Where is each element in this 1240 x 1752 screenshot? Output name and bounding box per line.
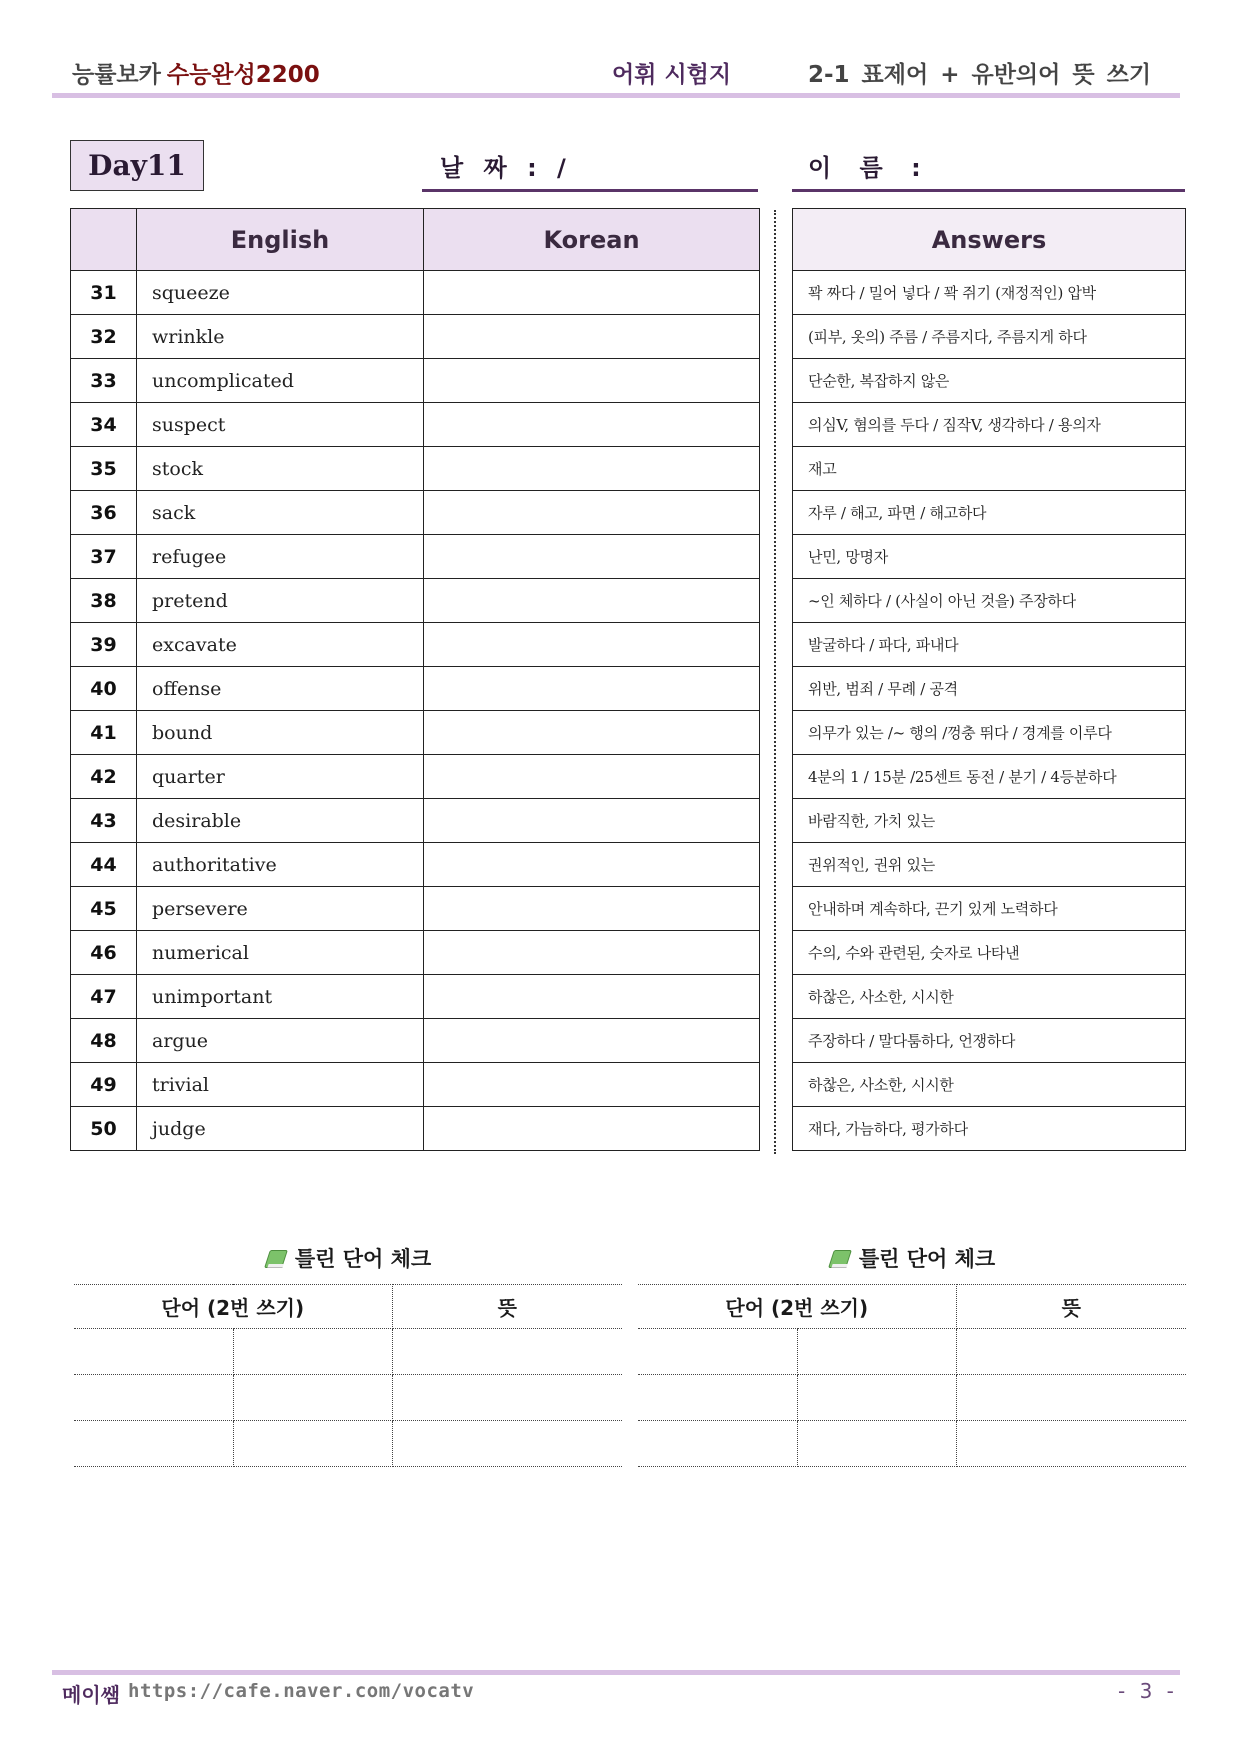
wrong-word-check-label: 틀린 단어 체크 [294,1247,432,1271]
date-field-label: 날 짜 : / [440,154,572,182]
col-meaning: 뜻 [956,1285,1186,1329]
answer-text: 수의, 수와 관련된, 숫자로 나타낸 [793,931,1186,975]
answer-row [793,1063,1186,1107]
english-word: judge [137,1107,424,1151]
table-row [71,535,760,579]
table-row [71,755,760,799]
table-row [71,623,760,667]
word-write-cell[interactable] [638,1329,797,1375]
korean-answer-cell[interactable] [424,667,760,711]
header-answers: Answers [793,209,1186,271]
english-word: bound [137,711,424,755]
wrong-word-check-label: 틀린 단어 체크 [858,1247,996,1271]
english-word: uncomplicated [137,359,424,403]
korean-answer-cell[interactable] [424,447,760,491]
english-word: offense [137,667,424,711]
korean-answer-cell[interactable] [424,755,760,799]
answer-text: 난민, 망명자 [793,535,1186,579]
answer-text: 권위적인, 권위 있는 [793,843,1186,887]
book-icon [265,1248,287,1268]
answer-row [793,623,1186,667]
wrong-word-check-title [638,1240,1186,1276]
answer-row [793,491,1186,535]
korean-answer-cell[interactable] [424,403,760,447]
row-number: 46 [71,931,137,975]
row-number: 31 [71,271,137,315]
day-label: Day11 [70,140,204,191]
row-number: 40 [71,667,137,711]
english-word: excavate [137,623,424,667]
answers-table [792,208,1186,1151]
meaning-write-cell[interactable] [956,1421,1186,1467]
answer-row [793,359,1186,403]
word-write-cell[interactable] [74,1329,233,1375]
table-row [71,975,760,1019]
english-word: stock [137,447,424,491]
blank-row [74,1329,622,1375]
answer-text: 재다, 가늠하다, 평가하다 [793,1107,1186,1151]
table-row [71,403,760,447]
name-field-line[interactable] [792,189,1185,192]
table-row [71,799,760,843]
name-field-label: 이 름 : [808,154,931,182]
english-word: desirable [137,799,424,843]
answer-row [793,1107,1186,1151]
word-write-cell[interactable] [233,1375,392,1421]
row-number: 33 [71,359,137,403]
table-row [71,711,760,755]
blank-row [638,1421,1186,1467]
word-write-cell[interactable] [74,1375,233,1421]
answer-row [793,1019,1186,1063]
english-word: wrinkle [137,315,424,359]
korean-answer-cell[interactable] [424,359,760,403]
korean-answer-cell[interactable] [424,1063,760,1107]
answer-row [793,711,1186,755]
meaning-write-cell[interactable] [956,1329,1186,1375]
english-word: pretend [137,579,424,623]
word-write-cell[interactable] [638,1421,797,1467]
answer-row [793,271,1186,315]
answer-text: 바람직한, 가치 있는 [793,799,1186,843]
wrong-word-table [638,1284,1186,1467]
row-number: 38 [71,579,137,623]
korean-answer-cell[interactable] [424,535,760,579]
korean-answer-cell[interactable] [424,579,760,623]
blank-row [74,1421,622,1467]
word-write-cell[interactable] [233,1329,392,1375]
word-write-cell[interactable] [638,1375,797,1421]
korean-answer-cell[interactable] [424,931,760,975]
header-english: English [137,209,424,271]
answer-text: 위반, 범죄 / 무례 / 공격 [793,667,1186,711]
row-number: 45 [71,887,137,931]
english-word: quarter [137,755,424,799]
table-row [71,667,760,711]
english-word: argue [137,1019,424,1063]
english-word: refugee [137,535,424,579]
korean-answer-cell[interactable] [424,271,760,315]
english-word: persevere [137,887,424,931]
table-row [71,271,760,315]
word-write-cell[interactable] [233,1421,392,1467]
english-word: suspect [137,403,424,447]
footer-brand: 메이쌤 [62,1683,120,1707]
footer-url-link[interactable]: https://cafe.naver.com/vocatv [128,1680,475,1702]
word-write-cell[interactable] [797,1375,956,1421]
table-row [71,579,760,623]
english-word: trivial [137,1063,424,1107]
answer-text: 하찮은, 사소한, 시시한 [793,975,1186,1019]
table-row [71,315,760,359]
test-title: 어휘 시험지 [612,62,732,88]
table-row [71,359,760,403]
korean-answer-cell[interactable] [424,843,760,887]
meaning-write-cell[interactable] [392,1375,622,1421]
english-word: authoritative [137,843,424,887]
header-num [71,209,137,271]
row-number: 37 [71,535,137,579]
answer-row [793,755,1186,799]
col-meaning: 뜻 [392,1285,622,1329]
answer-row [793,975,1186,1019]
answer-row [793,667,1186,711]
answer-text: 발굴하다 / 파다, 파내다 [793,623,1186,667]
row-number: 36 [71,491,137,535]
answer-row [793,579,1186,623]
vocab-table-header [71,209,760,271]
answer-row [793,843,1186,887]
blank-row [638,1375,1186,1421]
section-title: 2-1 표제어 + 유반의어 뜻 쓰기 [808,62,1152,88]
english-word: numerical [137,931,424,975]
book-icon [829,1248,851,1268]
row-number: 48 [71,1019,137,1063]
english-word: sack [137,491,424,535]
date-field-line[interactable] [422,189,758,192]
brand-book-title: 수능완성2200 [166,62,320,88]
korean-answer-cell[interactable] [424,711,760,755]
korean-answer-cell[interactable] [424,315,760,359]
answer-text: 자루 / 해고, 파면 / 해고하다 [793,491,1186,535]
word-write-cell[interactable] [797,1329,956,1375]
korean-answer-cell[interactable] [424,623,760,667]
row-number: 39 [71,623,137,667]
korean-answer-cell[interactable] [424,975,760,1019]
answer-row [793,799,1186,843]
meaning-write-cell[interactable] [956,1375,1186,1421]
col-word-twice: 단어 (2번 쓰기) [74,1285,392,1329]
answer-text: 의무가 있는 /~ 행의 /껑충 뛰다 / 경계를 이루다 [793,711,1186,755]
korean-answer-cell[interactable] [424,799,760,843]
header-korean: Korean [424,209,760,271]
answer-text: 재고 [793,447,1186,491]
table-row [71,1019,760,1063]
row-number: 35 [71,447,137,491]
answer-row [793,447,1186,491]
answer-row [793,535,1186,579]
answer-text: 4분의 1 / 15분 /25센트 동전 / 분기 / 4등분하다 [793,755,1186,799]
answer-text: 꽉 짜다 / 밀어 넣다 / 꽉 쥐기 (재정적인) 압박 [793,271,1186,315]
word-write-cell[interactable] [797,1421,956,1467]
wrong-word-check-left [74,1240,622,1467]
answer-row [793,403,1186,447]
english-word: unimportant [137,975,424,1019]
row-number: 43 [71,799,137,843]
cut-line-divider [774,210,776,1154]
answer-row [793,931,1186,975]
vocab-table [70,208,760,1151]
footer-divider [52,1670,1180,1675]
answer-row [793,887,1186,931]
row-number: 44 [71,843,137,887]
answer-text: (피부, 옷의) 주름 / 주름지다, 주름지게 하다 [793,315,1186,359]
table-row [71,887,760,931]
header-divider [52,93,1180,98]
blank-row [74,1375,622,1421]
table-row [71,491,760,535]
korean-answer-cell[interactable] [424,491,760,535]
meaning-write-cell[interactable] [392,1421,622,1467]
row-number: 32 [71,315,137,359]
korean-answer-cell[interactable] [424,1107,760,1151]
brand-name: 능률보카 [72,62,161,88]
table-row [71,931,760,975]
answer-text: 하찮은, 사소한, 시시한 [793,1063,1186,1107]
table-row [71,843,760,887]
word-write-cell[interactable] [74,1421,233,1467]
answer-text: 안내하며 계속하다, 끈기 있게 노력하다 [793,887,1186,931]
row-number: 41 [71,711,137,755]
korean-answer-cell[interactable] [424,887,760,931]
row-number: 49 [71,1063,137,1107]
blank-row [638,1329,1186,1375]
answer-text: 의심V, 혐의를 두다 / 짐작V, 생각하다 / 용의자 [793,403,1186,447]
page-number: - 3 - [1118,1679,1178,1703]
table-row [71,1107,760,1151]
table-row [71,447,760,491]
english-word: squeeze [137,271,424,315]
answer-text: 주장하다 / 말다툼하다, 언쟁하다 [793,1019,1186,1063]
row-number: 50 [71,1107,137,1151]
wrong-word-table [74,1284,622,1467]
row-number: 42 [71,755,137,799]
answer-text: ~인 체하다 / (사실이 아닌 것을) 주장하다 [793,579,1186,623]
answer-row [793,315,1186,359]
wrong-word-check-title [74,1240,622,1276]
brand [72,56,320,89]
korean-answer-cell[interactable] [424,1019,760,1063]
col-word-twice: 단어 (2번 쓰기) [638,1285,956,1329]
row-number: 47 [71,975,137,1019]
meaning-write-cell[interactable] [392,1329,622,1375]
wrong-word-check-right [638,1240,1186,1467]
table-row [71,1063,760,1107]
answer-text: 단순한, 복잡하지 않은 [793,359,1186,403]
row-number: 34 [71,403,137,447]
